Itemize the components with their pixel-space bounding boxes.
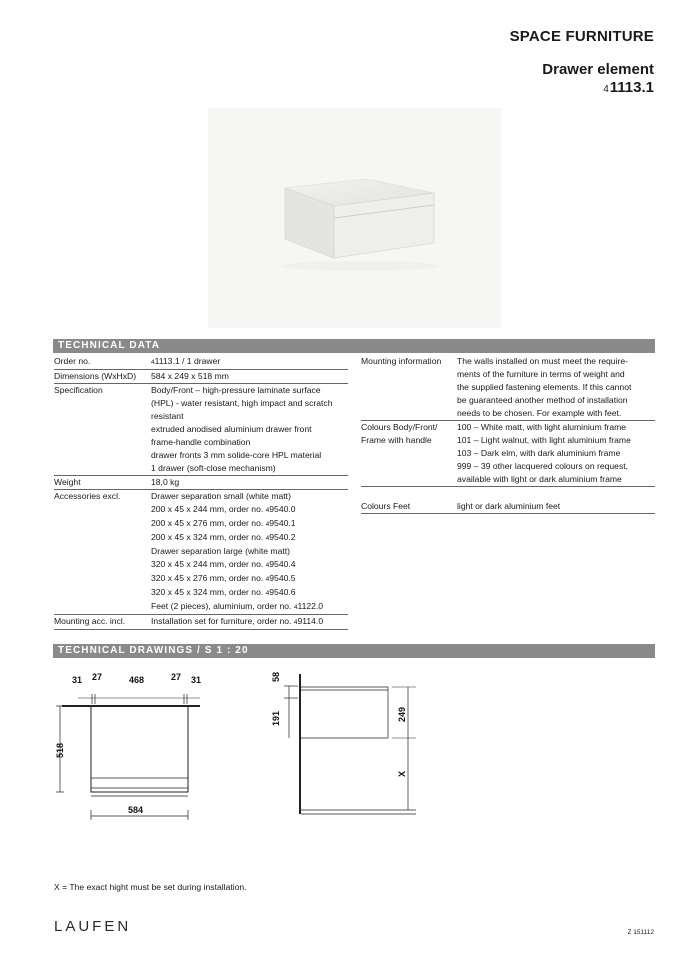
technical-drawings-heading: TECHNICAL DRAWINGS / S 1 : 20 <box>53 644 655 658</box>
spec-value-segment: Drawer separation large (white matt) <box>151 546 290 556</box>
spec-value-segment: 9540.1 <box>269 518 296 528</box>
spec-value-segment: 4 <box>151 359 155 366</box>
spec-value-segment: 4 <box>265 521 270 528</box>
spec-value-line: available with light or dark aluminium frame <box>457 474 622 484</box>
dim-side-top-gap: 58 <box>271 671 281 682</box>
article-number <box>510 79 654 96</box>
spec-value-line: The walls installed on must meet the require- <box>457 356 628 366</box>
article-number-value: 1113.1 <box>609 79 654 96</box>
spec-value-line <box>151 517 323 531</box>
laufen-logo: LAUFEN <box>54 918 132 935</box>
spec-value-line <box>151 615 323 629</box>
spec-value-segment: 18,0 kg <box>151 477 180 487</box>
spec-value-segment: frame-handle combination <box>151 437 251 447</box>
spec-value-line <box>151 572 323 586</box>
technical-data-table-left <box>54 355 348 630</box>
spec-value-segment: 4 <box>265 590 270 597</box>
spec-value-segment: 9540.5 <box>269 573 296 583</box>
spec-value-line: 100 – White matt, with light aluminium frame <box>457 422 627 432</box>
spec-value <box>151 384 333 475</box>
dim-side-floor-gap: X <box>397 770 407 777</box>
spec-value <box>457 355 631 420</box>
spec-row <box>54 476 348 490</box>
dim-front-31-left: 31 <box>72 675 83 685</box>
spec-value-line: 103 – Dark elm, with dark aluminium frame <box>457 448 621 458</box>
dim-front-468: 468 <box>129 675 145 685</box>
spec-value-segment: 9540.6 <box>269 587 296 597</box>
dim-front-27-left: 27 <box>92 672 103 682</box>
spec-value-segment: Installation set for furniture, order no. <box>151 616 294 626</box>
spec-value-segment: 9114.0 <box>297 616 324 626</box>
spec-value-line <box>151 449 333 462</box>
drawer-element-image <box>208 108 501 328</box>
spec-value-segment: Drawer separation small (white matt) <box>151 491 291 501</box>
spec-label: Dimensions (WxHxD) <box>54 371 137 381</box>
spec-value-segment: 4 <box>293 619 298 626</box>
spec-value-line <box>151 397 333 410</box>
spec-value-line: the supplied fastening elements. If this cannot <box>457 382 632 392</box>
spec-value-line <box>151 586 323 600</box>
spec-value-line <box>151 410 333 423</box>
spec-value-segment: Body/Front – high-pressure laminate surface <box>151 385 321 395</box>
spec-value-segment: 320 x 45 x 244 mm, order no. <box>151 559 266 569</box>
spec-value-line <box>151 600 323 614</box>
spec-value-line <box>151 490 323 503</box>
spec-value-line: 999 – 39 other lacquered colours on request, <box>457 461 629 471</box>
spec-row <box>361 355 655 421</box>
spec-value-segment: 200 x 45 x 324 mm, order no. <box>151 532 266 542</box>
spec-label: Specification <box>54 385 103 395</box>
spec-value-line: needs to be chosen. For example with feet. <box>457 408 622 418</box>
spec-value-line <box>151 370 229 383</box>
article-prefix: 4 <box>603 84 609 95</box>
spec-value-segment: 1 drawer (soft-close mechanism) <box>151 463 276 473</box>
spec-value-line: 101 – Light walnut, with light aluminium frame <box>457 435 631 445</box>
dim-side-height: 249 <box>397 706 407 722</box>
spec-value-segment: 320 x 45 x 276 mm, order no. <box>151 573 266 583</box>
spec-row <box>54 370 348 384</box>
spec-value-line <box>151 355 220 369</box>
spec-value-line <box>151 531 323 545</box>
spec-value-line <box>151 384 333 397</box>
spec-label-line: Frame with handle <box>361 435 432 445</box>
spec-value-line <box>151 436 333 449</box>
product-name: Drawer element <box>542 61 654 78</box>
spec-value-line <box>151 423 333 436</box>
spec-value-line <box>151 476 179 489</box>
dim-front-31-right: 31 <box>191 675 202 685</box>
spec-value-segment: 584 x 249 x 518 mm <box>151 371 229 381</box>
spec-value <box>151 476 179 489</box>
spec-value-line <box>151 503 323 517</box>
spec-row <box>54 355 348 370</box>
spec-value <box>151 370 229 383</box>
spec-value <box>151 490 323 614</box>
document-header <box>510 28 654 96</box>
spec-label: Accessories excl. <box>54 491 121 501</box>
spec-value-segment: Feet (2 pieces), aluminium, order no. <box>151 601 294 611</box>
spec-value-segment: 9540.2 <box>269 532 296 542</box>
spec-value-segment: extruded anodised aluminium drawer front <box>151 424 312 434</box>
spec-value <box>457 500 560 513</box>
spec-label <box>361 500 457 513</box>
product-photo <box>208 108 501 328</box>
spec-value-segment: (HPL) - water resistant, high impact and scratch <box>151 398 333 408</box>
spec-value-segment: 9540.4 <box>269 559 296 569</box>
spec-value-segment: 1122.0 <box>297 601 324 611</box>
spec-label-line: Mounting information <box>361 356 442 366</box>
spec-value-segment: 4 <box>265 562 270 569</box>
spec-value-line <box>151 462 333 475</box>
category-title: SPACE FURNITURE <box>509 28 654 45</box>
spec-row <box>361 500 655 514</box>
spec-value-segment: 4 <box>265 535 270 542</box>
spec-value <box>151 615 323 629</box>
spec-value-segment: 4 <box>265 507 270 514</box>
spec-label-line: Colours Feet <box>361 501 411 511</box>
spec-row <box>54 615 348 630</box>
spec-row <box>361 421 655 487</box>
technical-data-table-right <box>361 355 655 514</box>
spec-value-line <box>151 558 323 572</box>
side-view-drawing <box>262 664 422 824</box>
spec-value-segment: 4 <box>293 604 298 611</box>
spec-label <box>361 355 457 420</box>
dim-side-mount-height: 191 <box>271 710 281 726</box>
spec-value-line: light or dark aluminium feet <box>457 501 561 511</box>
spec-value-segment: 200 x 45 x 244 mm, order no. <box>151 504 266 514</box>
spec-label <box>361 421 457 486</box>
spec-label: Order no. <box>54 356 91 366</box>
installation-note: X = The exact hight must be set during installation. <box>54 882 247 892</box>
dim-front-27-right: 27 <box>171 672 182 682</box>
spec-value-line: ments of the furniture in terms of weight and <box>457 369 625 379</box>
spec-row <box>54 384 348 476</box>
dim-front-width: 584 <box>128 805 144 815</box>
dim-front-height: 518 <box>55 742 65 758</box>
spec-label: Mounting acc. incl. <box>54 616 126 626</box>
technical-data-heading: TECHNICAL DATA <box>53 339 655 353</box>
spec-value-segment: 4 <box>265 576 270 583</box>
front-view-drawing <box>50 664 220 824</box>
spec-row <box>54 490 348 615</box>
spec-value-line <box>151 545 323 558</box>
spec-label: Weight <box>54 477 81 487</box>
spec-value-line: be guaranteed another method of installation <box>457 395 628 405</box>
spec-value-segment: 200 x 45 x 276 mm, order no. <box>151 518 266 528</box>
spec-value-segment: resistant <box>151 411 184 421</box>
document-code: Z 151112 <box>627 929 654 936</box>
spec-label-line: Colours Body/Front/ <box>361 422 438 432</box>
spec-value-segment: 1113.1 / 1 drawer <box>154 356 221 366</box>
spec-value-segment: 9540.0 <box>269 504 296 514</box>
spec-value-segment: 320 x 45 x 324 mm, order no. <box>151 587 266 597</box>
spec-value <box>457 421 631 486</box>
spec-value <box>151 355 220 369</box>
spec-value-segment: drawer fronts 3 mm solide-core HPL material <box>151 450 322 460</box>
